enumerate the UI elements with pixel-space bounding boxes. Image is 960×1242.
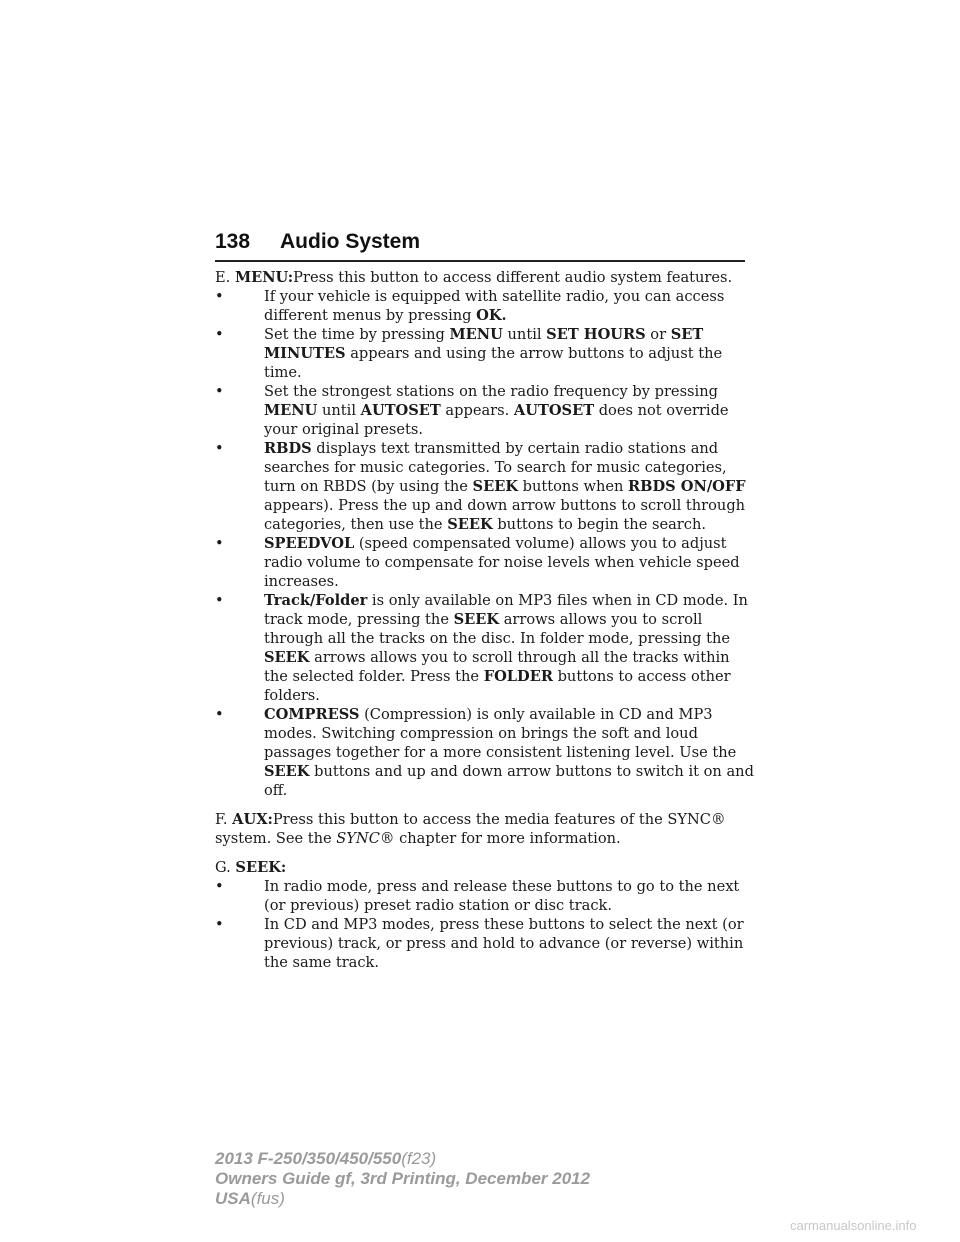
bullet-icon: • <box>215 916 224 933</box>
section-e-bullets <box>215 287 755 800</box>
bullet-item: • If your vehicle is equipped with satellite radio, you can access different menus by pressing OK. <box>215 288 725 324</box>
bullet-item: • RBDS displays text transmitted by certain radio stations and searches for music categories. To search for music categories, turn on RBDS (by using the SEEK buttons when RBDS ON/OFF appears). Press the up and down arrow buttons to scroll through categories, then use the SEEK buttons to begin the search. <box>215 440 746 533</box>
bullet-icon: • <box>215 535 224 552</box>
bullet-icon: • <box>215 440 224 457</box>
footer-line-1: 2013 F-250/350/450/550(f23) <box>215 1149 437 1168</box>
bullet-icon: • <box>215 878 224 895</box>
bullet-icon: • <box>215 592 224 609</box>
section-text: Press this button to access different audio system features. <box>293 269 733 286</box>
bullet-item: • In CD and MP3 modes, press these buttons to select the next (or previous) track, or press and hold to advance (or reverse) within the same track. <box>215 916 744 971</box>
section-g-intro <box>215 858 755 877</box>
bullet-icon: • <box>215 288 224 305</box>
bullet-item: • In radio mode, press and release these buttons to go to the next (or previous) preset radio station or disc track. <box>215 878 740 914</box>
bullet-icon: • <box>215 383 224 400</box>
section-g-bullets <box>215 877 755 972</box>
section-letter: F. <box>215 811 228 828</box>
bullet-item: • SPEEDVOL (speed compensated volume) allows you to adjust radio volume to compensate for noise levels when vehicle speed increases. <box>215 535 740 590</box>
footer-line-3: USA(fus) <box>215 1189 285 1208</box>
section-key: MENU: <box>234 269 294 286</box>
section-f: F. AUX:Press this button to access the media features of the SYNC® system. See the SYNC® chapter for more information. <box>215 811 726 847</box>
bullet-icon: • <box>215 326 224 343</box>
page-header <box>215 228 745 262</box>
footer-line-2: Owners Guide gf, 3rd Printing, December 2012 <box>215 1169 591 1188</box>
section-letter: G. <box>215 859 231 876</box>
bullet-item: • COMPRESS (Compression) is only available in CD and MP3 modes. Switching compression on brings the soft and loud passages together for a more consistent listening level. Use the SEEK buttons and up and down arrow buttons to switch it on and off. <box>215 706 754 799</box>
page-content <box>215 268 755 982</box>
section-key: SEEK: <box>235 859 287 876</box>
page-number: 138 <box>215 230 251 253</box>
bullet-item: • Set the time by pressing MENU until SET HOURS or SET MINUTES appears and using the arrow buttons to adjust the time. <box>215 326 723 381</box>
page-footer <box>215 1149 590 1209</box>
section-letter: E. <box>215 269 231 286</box>
page-title: Audio System <box>280 230 421 253</box>
section-e-intro <box>215 268 755 287</box>
bullet-icon: • <box>215 706 224 723</box>
site-watermark: carmanualsonline.info <box>790 1218 917 1233</box>
bullet-item: • Set the strongest stations on the radio frequency by pressing MENU until AUTOSET appears. AUTOSET does not override your original presets. <box>215 383 729 438</box>
section-key: AUX: <box>232 811 273 828</box>
bullet-item: • Track/Folder is only available on MP3 files when in CD mode. In track mode, pressing the SEEK arrows allows you to scroll through all the tracks on the disc. In folder mode, pressing the SEEK arrows allows you to scroll through all the tracks within the selected folder. Press the FOLDER buttons to access other folders. <box>215 592 748 704</box>
